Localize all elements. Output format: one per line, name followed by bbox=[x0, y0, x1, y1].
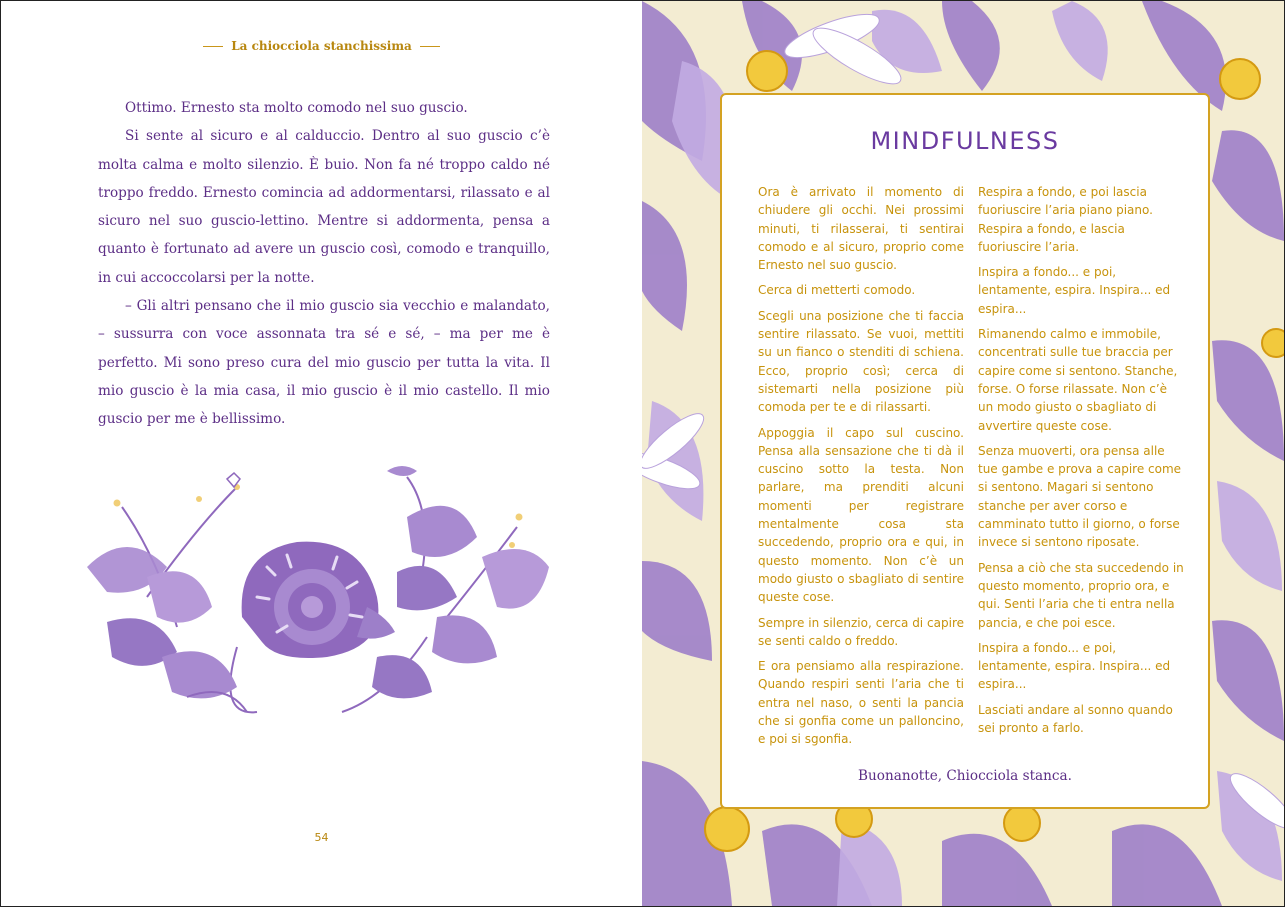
mindfulness-paragraph: Scegli una posizione che ti faccia sentire rilassato. Se vuoi, mettiti su un fianco o stenditi di schiena. Ecco, proprio così; cerca di sistemarti nella posizione più comoda per te e di rilassarti. bbox=[758, 308, 964, 415]
right-page bbox=[642, 1, 1284, 906]
mindfulness-paragraph: Respira a fondo, e poi lascia fuoriuscire l’aria piano piano. Respira a fondo, e lascia fuoriuscire l’aria. bbox=[978, 185, 1153, 254]
story-text bbox=[98, 94, 550, 434]
story-paragraph: Ottimo. Ernesto sta molto comodo nel suo guscio. bbox=[125, 100, 468, 116]
mindfulness-paragraph: Inspira a fondo... e poi, lentamente, espira. Inspira... ed espira... bbox=[978, 640, 1171, 692]
mindfulness-paragraph: Senza muoverti, ora pensa alle tue gambe e prova a capire come si sentono. Magari si sentono stanche per aver corso e camminato tutto il giorno, o forse invece si sentono riposate. bbox=[978, 443, 1182, 550]
running-head bbox=[1, 39, 642, 53]
story-paragraph: – Gli altri pensano che il mio guscio sia vecchio e malandato, – sussurra con voce assonnata tra sé e sé, – ma per me è perfetto. Mi sono preso cura del mio guscio per tutta la vita. Il mio guscio è la mia casa, il mio guscio è il mio castello. Il mio guscio per me è bellissimo. bbox=[98, 298, 550, 428]
running-head-title: La chiocciola stanchissima bbox=[231, 39, 412, 53]
snail-icon bbox=[242, 542, 395, 658]
running-head-rule-left bbox=[203, 46, 223, 47]
snail-illustration bbox=[87, 457, 557, 757]
mindfulness-paragraph: Inspira a fondo... e poi, lentamente, espira. Inspira... ed espira... bbox=[978, 265, 1171, 316]
mindfulness-paragraph: Lasciati andare al sonno quando sei pronto a farlo. bbox=[978, 702, 1173, 736]
mindfulness-box bbox=[720, 93, 1210, 809]
mindfulness-paragraph: Sempre in silenzio, cerca di capire se senti caldo o freddo. bbox=[758, 615, 964, 648]
mindfulness-paragraph: Cerca di metterti comodo. bbox=[758, 283, 916, 298]
story-paragraph: Si sente al sicuro e al calduccio. Dentro al suo guscio c’è molta calma e molto silenzio. È buio. Non fa né troppo caldo né troppo freddo. Ernesto comincia ad addormentarsi, rilassato e al sicuro nel suo guscio-lettino. Mentre si addormenta, pensa a quanto è fortunato ad avere un guscio così, comodo e tranquillo, in cui accoccolarsi per la notte. bbox=[98, 128, 550, 286]
page-number: 54 bbox=[314, 831, 329, 844]
ginkgo-flower-icon bbox=[87, 473, 257, 712]
mindfulness-paragraph: Pensa a ciò che sta succedendo in questo momento, proprio ora, e qui. Senti l’aria che ti entra nella pancia, e che poi esce. bbox=[978, 560, 1184, 630]
running-head-rule-right bbox=[420, 46, 440, 47]
left-page bbox=[1, 1, 642, 906]
mindfulness-column-1 bbox=[758, 183, 964, 756]
mindfulness-paragraph: E ora pensiamo alla respirazione. Quando respiri senti l’aria che ti entra nel naso, o senti la pancia che si gonfia come un palloncino, e poi si sgonfia. bbox=[758, 659, 964, 747]
closing-line: Buonanotte, Chiocciola stanca. bbox=[858, 768, 1072, 784]
mindfulness-paragraph: Rimanendo calmo e immobile, concentrati sulle tue braccia per capire come si sentono. Stanche, forse. O forse rilassate. Non c’è un modo giusto o sbagliato di avvertire queste cose. bbox=[978, 327, 1178, 433]
box-title: MINDFULNESS bbox=[870, 127, 1060, 155]
mindfulness-paragraph: Appoggia il capo sul cuscino. Pensa alla sensazione che ti dà il cuscino sotto la testa. Non parlare, ma prenditi alcuni momenti per registrare mentalmente cosa sta succedendo, proprio ora e qui, in questo momento. Non c’è un modo giusto o sbagliato di sentire queste cose. bbox=[758, 425, 964, 605]
mindfulness-column-2 bbox=[978, 183, 1184, 744]
mindfulness-paragraph: Ora è arrivato il momento di chiudere gli occhi. Nei prossimi minuti, ti rilasserai, ti sentirai comodo e al sicuro, proprio come Ernesto nel suo guscio. bbox=[758, 185, 964, 273]
